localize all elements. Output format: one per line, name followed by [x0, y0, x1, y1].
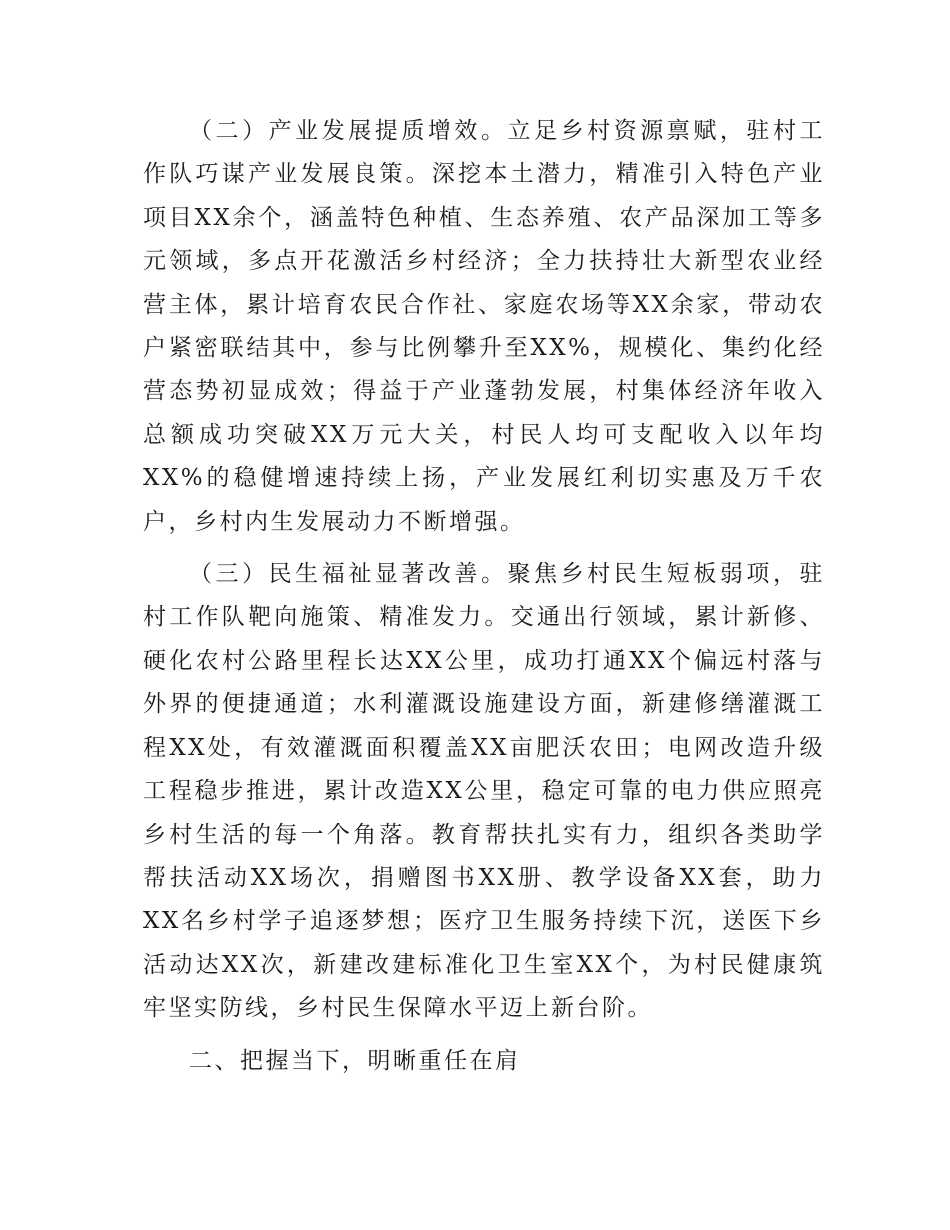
paragraph-livelihood-improvement: （三）民生福祉显著改善。聚焦乡村民生短板弱项，驻村工作队靶向施策、精准发力。交通出行领域，累计新修、硬化农村公路里程长达XX公里，成功打通XX个偏远村落与外界的便捷通道；水利灌溉设施建设方面，新建修缮灌溉工程XX处，有效灌溉面积覆盖XX亩肥沃农田；电网改造升级工程稳步推进，累计改造XX公里，稳定可靠的电力供应照亮乡村生活的每一个角落。教育帮扶扎实有力，组织各类助学帮扶活动XX场次，捐赠图书XX册、教学设备XX套，助力XX名乡村学子追逐梦想；医疗卫生服务持续下沉，送医下乡活动达XX次，新建改建标准化卫生室XX个，为村民健康筑牢坚实防线，乡村民生保障水平迈上新台阶。	[143, 561, 825, 1022]
document-page	[143, 110, 825, 1083]
paragraph-industry-development: （二）产业发展提质增效。立足乡村资源禀赋，驻村工作队巧谋产业发展良策。深挖本土潜力，精准引入特色产业项目XX余个，涵盖特色种植、生态养殖、农产品深加工等多元领域，多点开花激活乡村经济；全力扶持壮大新型农业经营主体，累计培育农民合作社、家庭农场等XX余家，带动农户紧密联结其中，参与比例攀升至XX%，规模化、集约化经营态势初显成效；得益于产业蓬勃发展，村集体经济年收入总额成功突破XX万元大关，村民人均可支配收入以年均XX%的稳健增速持续上扬，产业发展红利切实惠及万千农户，乡村内生发展动力不断增强。	[143, 118, 825, 535]
section-heading: 二、把握当下，明晰重任在肩	[189, 1047, 521, 1074]
